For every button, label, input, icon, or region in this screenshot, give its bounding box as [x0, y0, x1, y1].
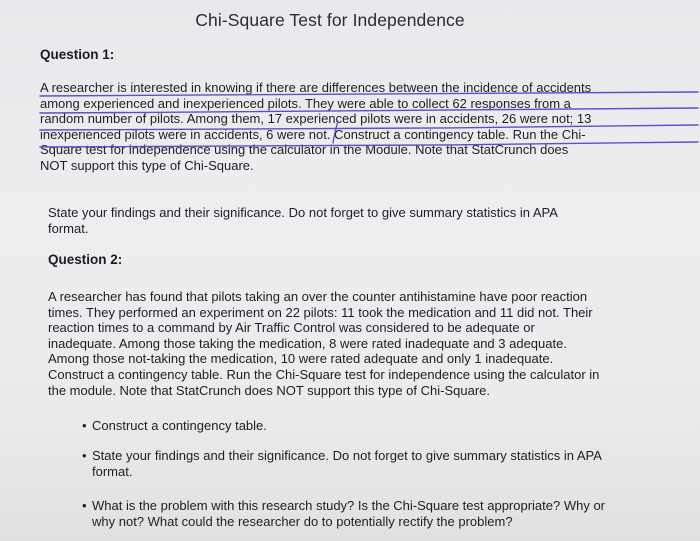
bullet-line: What is the problem with this research study? Is the Chi-Square test appropriate? Why or	[92, 498, 606, 513]
bullet-line: why not? What could the researcher do to potentially rectify the problem?	[92, 513, 513, 529]
findings-line: format.	[48, 220, 89, 236]
bullet-dot: •	[82, 498, 87, 513]
question-2-line: times. They performed an experiment on 22 pilots: 11 took the medication and 11 did not. Their	[48, 304, 593, 320]
question-1-line: A researcher is interested in knowing if there are differences between the incidence of accidents	[40, 80, 592, 95]
question-1-heading: Question 1:	[40, 47, 115, 62]
findings-line: State your findings and their significance. Do not forget to give summary statistics in APA	[48, 205, 558, 220]
bullet-dot: •	[82, 418, 87, 433]
question-2-line: inadequate. Among those taking the medication, 8 were rated inadequate and 3 adequate.	[48, 335, 567, 351]
question-1-line: Square test for independence using the calculator in the Module. Note that StatCrunch does	[40, 142, 569, 158]
question-1-line: among experienced and inexperienced pilots. They were able to collect 62 responses from a	[40, 95, 571, 111]
page-title: Chi-Square Test for Independence	[195, 10, 465, 30]
bullet-line: Construct a contingency table.	[92, 418, 267, 433]
question-1-line: NOT support this type of Chi-Square.	[40, 157, 254, 173]
question-2-line: the module. Note that StatCrunch does NOT support this type of Chi-Square.	[48, 382, 490, 398]
question-2-line: Among those not-taking the medication, 10 were rated adequate and only 1 inadequate.	[48, 351, 554, 367]
question-2-line: reaction times to a command by Air Traffic Control was considered to be adequate or	[48, 320, 535, 336]
question-1-line: inexperienced pilots were in accidents, 6 were not. Construct a contingency table. Run the Chi-	[40, 126, 586, 142]
question-1-text	[40, 80, 591, 174]
bullet-line: State your findings and their significance. Do not forget to give summary statistics in APA	[92, 448, 602, 463]
question-1-line: random number of pilots. Among them, 17 experienced pilots were in accidents, 26 were not; 13	[40, 111, 592, 127]
bullet-line: format.	[92, 463, 133, 479]
question-1-findings	[48, 205, 558, 236]
bullet-dot: •	[82, 448, 87, 463]
question-2-line: Construct a contingency table. Run the Chi-Square test for independence using the calculator in	[48, 366, 600, 382]
question-2-text	[48, 289, 599, 398]
question-2-heading: Question 2:	[48, 252, 123, 267]
question-2-line: A researcher has found that pilots taking an over the counter antihistamine have poor reaction	[48, 289, 588, 304]
